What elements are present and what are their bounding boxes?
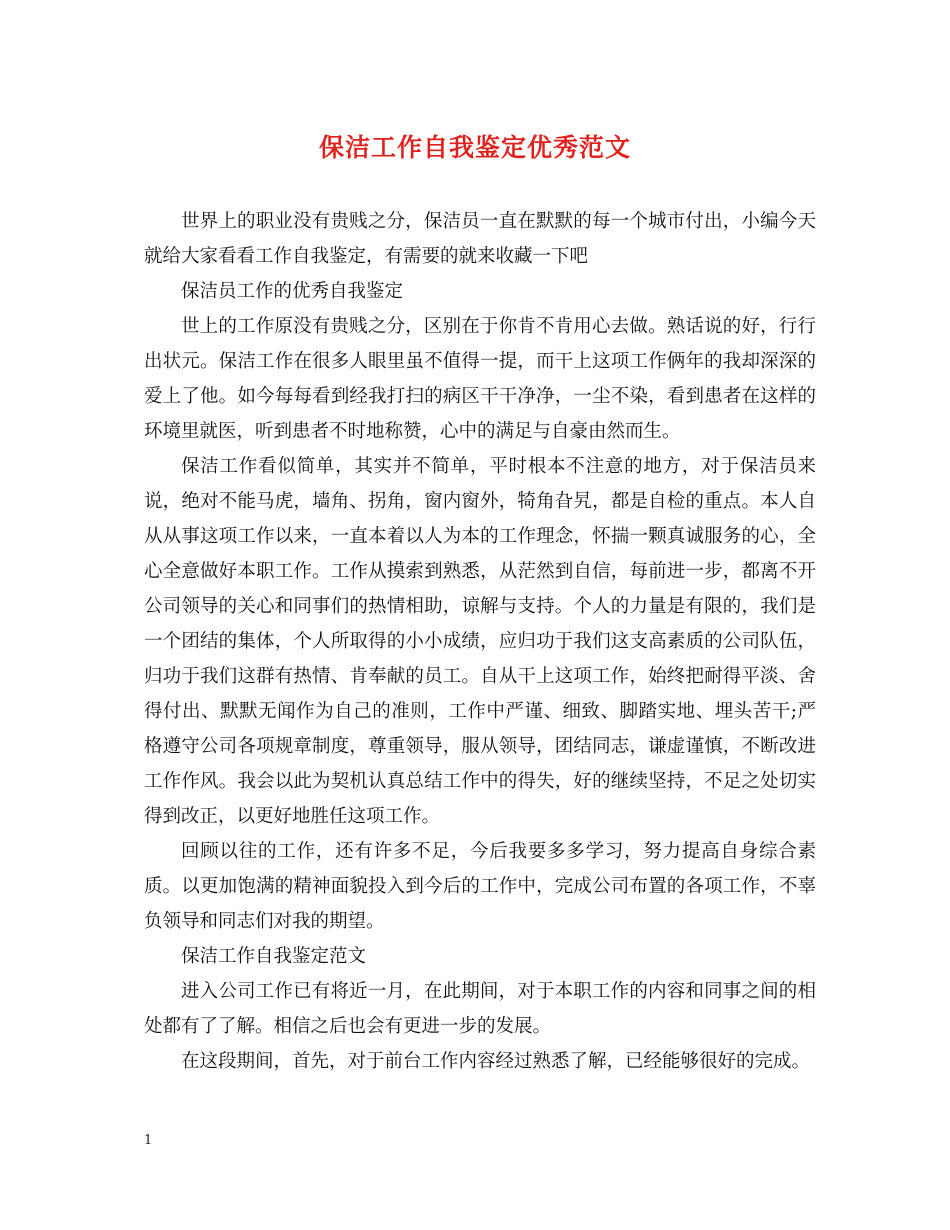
section-heading-2: 保洁工作自我鉴定范文 (181, 946, 367, 967)
page-number: 1 (144, 1133, 153, 1148)
body-paragraph: 保洁工作看似简单，其实并不简单，平时根本不注意的地方，对于保洁员来说，绝对不能马虎，墙角、拐角，窗内窗外，犄角旮旯，都是自检的重点。本人自从从事这项工作以来，一直本着以人为本的工作理念，怀揣一颗真诚服务的心，全心全意做好本职工作。工作从摸索到熟悉，从茫然到自信，每前进一步，都离不开公司领导的关心和同事们的热情相助，谅解与支持。个人的力量是有限的，我们是一个团结的集体，个人所取得的小小成绩，应归功于我们这支高素质的公司队伍，归功于我们这群有热情、肯奉献的员工。自从干上这项工作，始终把耐得平淡、舍得付出、默默无闻作为自己的准则，工作中严谨、细致、脚踏实地、埋头苦干;严格遵守公司各项规章制度，尊重领导，服从领导，团结同志，谦虚谨慎，不断改进工作作风。我会以此为契机认真总结工作中的得失，好的继续坚持，不足之处切实得到改正，以更好地胜任这项工作。 (144, 456, 816, 827)
body-paragraph: 进入公司工作已有将近一月，在此期间，对于本职工作的内容和同事之间的相处都有了了解。相信之后也会有更进一步的发展。 (144, 981, 816, 1037)
intro-paragraph: 世界上的职业没有贵贱之分，保洁员一直在默默的每一个城市付出，小编今天就给大家看看工作自我鉴定，有需要的就来收藏一下吧 (144, 211, 816, 267)
document-body (144, 204, 816, 1079)
body-paragraph: 回顾以往的工作，还有许多不足，今后我要多多学习，努力提高自身综合素质。以更加饱满的精神面貌投入到今后的工作中，完成公司布置的各项工作，不辜负领导和同志们对我的期望。 (144, 841, 816, 932)
document-title: 保洁工作自我鉴定优秀范文 (318, 133, 631, 162)
body-paragraph: 在这段期间，首先，对于前台工作内容经过熟悉了解，已经能够很好的完成。 (181, 1051, 811, 1072)
body-paragraph: 世上的工作原没有贵贱之分，区别在于你肯不肯用心去做。熟话说的好，行行出状元。保洁工作在很多人眼里虽不值得一提，而干上这项工作俩年的我却深深的爱上了他。如今每每看到经我打扫的病区干干净净，一尘不染，看到患者在这样的环境里就医，听到患者不时地称赞，心中的满足与自豪由然而生。 (144, 316, 816, 442)
section-heading-1: 保洁员工作的优秀自我鉴定 (181, 281, 404, 302)
